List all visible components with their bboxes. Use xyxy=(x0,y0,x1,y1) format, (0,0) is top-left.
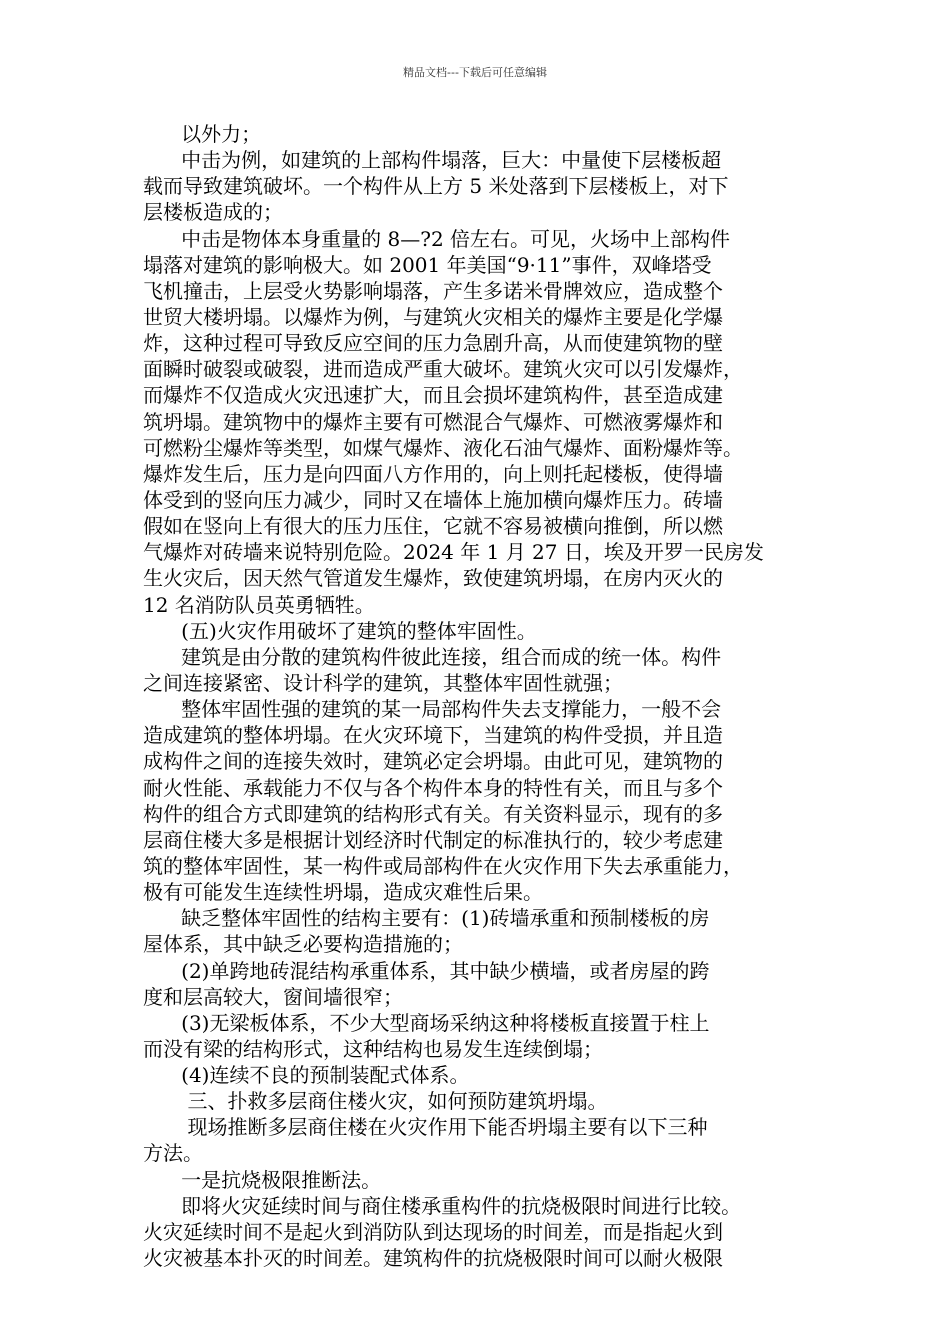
paragraph-line: 而没有梁的结构形式，这种结构也易发生连续倒塌； xyxy=(143,1036,603,1061)
paragraph-line: 可燃粉尘爆炸等类型，如煤气爆炸、液化石油气爆炸、面粉爆炸等。 xyxy=(143,435,743,460)
paragraph-line: 体受到的竖向压力减少，同时又在墙体上施加横向爆炸压力。砖墙 xyxy=(143,487,723,512)
paragraph-line: (五)火灾作用破坏了建筑的整体牢固性。 xyxy=(143,618,537,643)
paragraph-line: 载而导致建筑破坏。一个构件从上方 5 米处落到下层楼板上，对下 xyxy=(143,174,729,199)
paragraph-line: 现场推断多层商住楼在火灾作用下能否坍塌主要有以下三种 xyxy=(143,1115,708,1140)
paragraph-line: (3)无梁板体系，不少大型商场采纳这种将楼板直接置于柱上 xyxy=(143,1010,710,1035)
paragraph-line: 度和层高较大，窗间墙很窄； xyxy=(143,984,403,1009)
paragraph-line: (2)单跨地砖混结构承重体系，其中缺少横墙，或者房屋的跨 xyxy=(143,958,710,983)
document-body xyxy=(143,121,813,1271)
paragraph-line: 之间连接紧密、设计科学的建筑，其整体牢固性就强； xyxy=(143,670,623,695)
paragraph-line: 即将火灾延续时间与商住楼承重构件的抗烧极限时间进行比较。 xyxy=(143,1193,742,1218)
paragraph-line: 造成建筑的整体坍塌。在火灾环境下，当建筑的构件受损，并且造 xyxy=(143,723,723,748)
paragraph-line: 耐火性能、承载能力不仅与各个构件本身的特性有关，而且与多个 xyxy=(143,775,723,800)
paragraph-line: 气爆炸对砖墙来说特别危险。2024 年 1 月 27 日，埃及开罗一民房发 xyxy=(143,540,764,565)
paragraph-line: 屋体系，其中缺乏必要构造措施的； xyxy=(143,932,463,957)
paragraph-line: 层商住楼大多是根据计划经济时代制定的标准执行的，较少考虑建 xyxy=(143,827,723,852)
paragraph-line: 层楼板造成的； xyxy=(143,200,283,225)
paragraph-line: 火灾延续时间不是起火到消防队到达现场的时间差，而是指起火到 xyxy=(143,1219,723,1244)
paragraph-line: 火灾被基本扑灭的时间差。建筑构件的抗烧极限时间可以耐火极限 xyxy=(143,1246,723,1271)
paragraph-line: 塌落对建筑的影响极大。如 2001 年美国“9·11”事件，双峰塔受 xyxy=(143,252,712,277)
paragraph-line: 炸，这种过程可导致反应空间的压力急剧升高，从而使建筑物的壁 xyxy=(143,331,723,356)
paragraph-line: 三、扑救多层商住楼火灾，如何预防建筑坍塌。 xyxy=(143,1089,608,1114)
paragraph-line: 建筑是由分散的建筑构件彼此连接，组合而成的统一体。构件 xyxy=(143,644,722,669)
paragraph-line: (4)连续不良的预制装配式体系。 xyxy=(143,1063,470,1088)
paragraph-line: 世贸大楼坍塌。以爆炸为例，与建筑火灾相关的爆炸主要是化学爆 xyxy=(143,304,723,329)
paragraph-line: 飞机撞击，上层受火势影响塌落，产生多诺米骨牌效应，造成整个 xyxy=(143,278,723,303)
paragraph-line: 筑坍塌。建筑物中的爆炸主要有可燃混合气爆炸、可燃液雾爆炸和 xyxy=(143,409,723,434)
paragraph-line: 成构件之间的连接失效时，建筑必定会坍塌。由此可见，建筑物的 xyxy=(143,749,723,774)
paragraph-line: 一是抗烧极限推断法。 xyxy=(143,1167,382,1192)
paragraph-line: 中击为例，如建筑的上部构件塌落，巨大：中量使下层楼板超 xyxy=(143,148,722,173)
page-header: 精品文档---下载后可任意编辑 xyxy=(403,66,547,79)
paragraph-line: 生火灾后，因天然气管道发生爆炸，致使建筑坍塌，在房内灭火的 xyxy=(143,566,723,591)
paragraph-line: 整体牢固性强的建筑的某一局部构件失去支撑能力，一般不会 xyxy=(143,697,722,722)
paragraph-line: 筑的整体牢固性，某一构件或局部构件在火灾作用下失去承重能力， xyxy=(143,853,743,878)
paragraph-line: 极有可能发生连续性坍塌，造成灾难性后果。 xyxy=(143,880,543,905)
paragraph-line: 缺乏整体牢固性的结构主要有：(1)砖墙承重和预制楼板的房 xyxy=(143,906,710,931)
paragraph-line: 中击是物体本身重量的 8—?2 倍左右。可见，火场中上部构件 xyxy=(143,226,731,251)
paragraph-line: 而爆炸不仅造成火灾迅速扩大，而且会损坏建筑构件，甚至造成建 xyxy=(143,383,723,408)
paragraph-line: 方法。 xyxy=(143,1141,203,1166)
paragraph-line: 面瞬时破裂或破裂，进而造成严重大破坏。建筑火灾可以引发爆炸， xyxy=(143,357,743,382)
paragraph-line: 构件的组合方式即建筑的结构形式有关。有关资料显示，现有的多 xyxy=(143,801,723,826)
paragraph-line: 假如在竖向上有很大的压力压住，它就不容易被横向推倒，所以燃 xyxy=(143,514,723,539)
paragraph-line: 12 名消防队员英勇牺牲。 xyxy=(143,592,375,617)
paragraph-line: 以外力； xyxy=(143,122,262,146)
paragraph-line: 爆炸发生后，压力是向四面八方作用的，向上则托起楼板，使得墙 xyxy=(143,461,723,486)
